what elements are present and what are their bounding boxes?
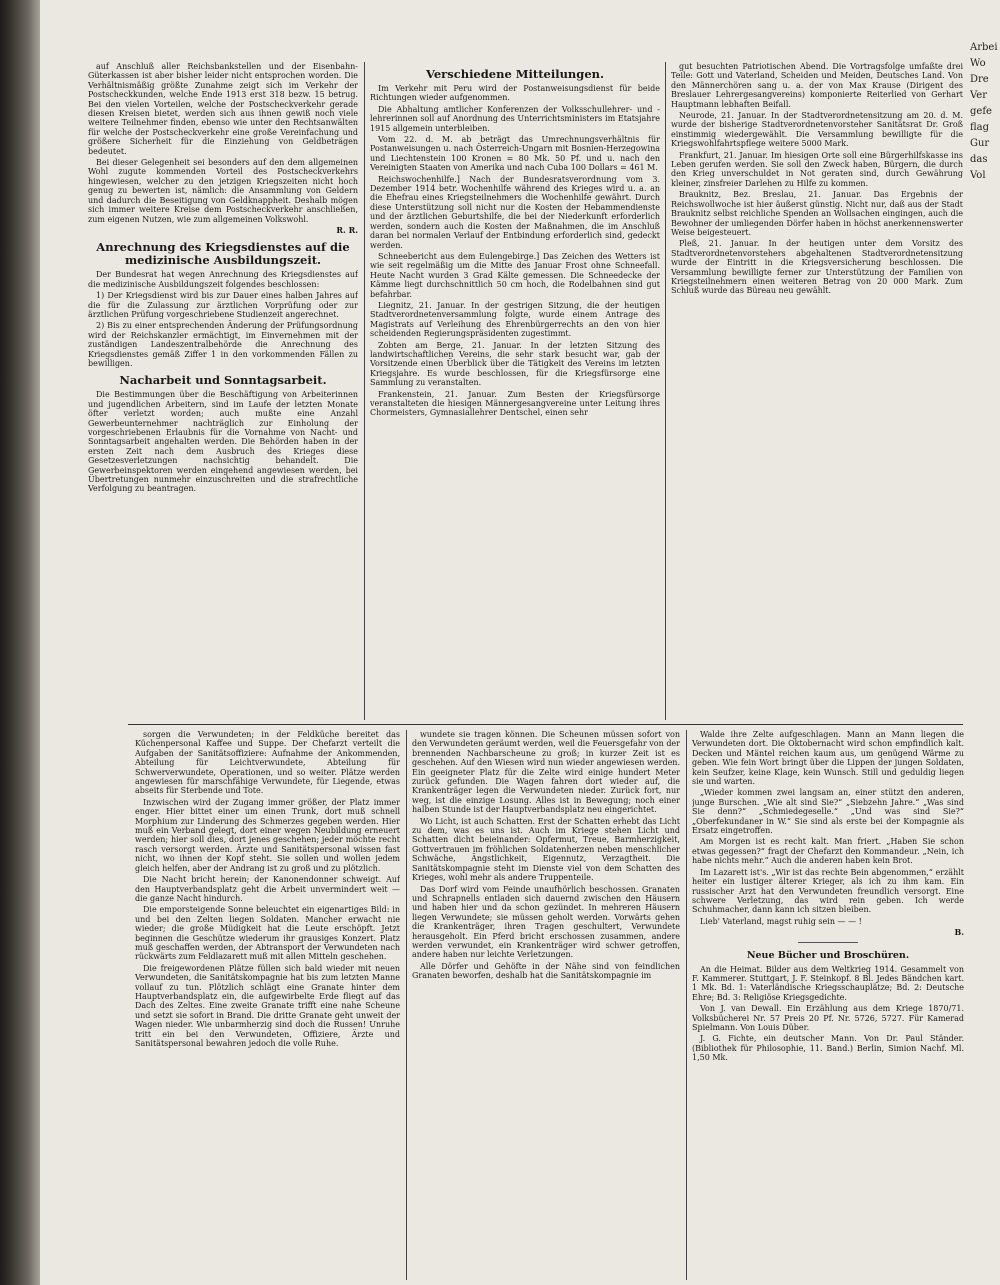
column-divider — [406, 730, 407, 1280]
book-entry: Von J. van Dewall. Ein Erzählung aus dem Kriege 1870/71. Volksbücherei Nr. 57 Preis 20 Pf. Nr. 5726, 5727. Für Kamerad Spielmann. Von Louis Düber. — [692, 1004, 964, 1032]
article-paragraph: Inzwischen wird der Zugang immer größer, der Platz immer enger. Hier bittet einer um einen Trunk, dort muß schnell Morphium zur Linderung des Schmerzes gegeben werden. Hier muß ein Verband gelegt, dort einer wegen Neubildung erneuert werden; hier soll dies, dort jenes geschehen; jeder möchte recht rasch versorgt werden. Ärzte und Sanitätspersonal wissen fast nicht, wo ihnen der Kopf steht. Sie sollen und wollen jedem gleich helfen, aber der Andrang ist zu groß und zu plötzlich. — [135, 797, 400, 873]
column-top-middle — [370, 62, 660, 717]
article-paragraph: „Wieder kommen zwei langsam an, einer stützt den anderen, junge Burschen. „Wie alt sind Sie?“ „Siebzehn Jahre.“ „Was sind Sie denn?“ „Schmiedegeselle.“ „Und was sind Sie?“ „Oberfekundaner in W.“ Sie sind als erste bei der Kompagnie als Ersatz eingetroffen. — [692, 788, 964, 836]
short-divider — [798, 942, 858, 943]
fragment-text: das — [970, 154, 988, 165]
column-top-left — [88, 62, 358, 717]
fragment-text: Ver — [970, 90, 988, 101]
article-paragraph: wundete sie tragen können. Die Scheunen müssen sofort von den Verwundeten geräumt werden, weil die Feuersgefahr von der brennenden Nachbarscheune zu groß; in kurzer Zeit ist es geschehen. Auf den Wiesen wird nun wieder angewiesen werden. Ein geeigneter Platz für die Zelte wird einige hundert Meter zurück gefunden. Die Wagen fahren dort wieder auf, die Krankenträger legen die Verwundeten nieder. Zurück fort, nur weg, ist die einzige Losung. Alles ist in Bewegung; noch einer halben Stunde ist der Hauptverbandsplatz neu eingerichtet. — [412, 730, 680, 815]
fragment-text: Vol — [970, 170, 986, 181]
article-paragraph: Alle Dörfer und Gehöfte in der Nähe sind von feindlichen Granaten beworfen, deshalb hat die Sanitätskompagnie im — [412, 961, 680, 981]
article-paragraph: Zobten am Berge, 21. Januar. In der letzten Sitzung des landwirtschaftlichen Vereins, die sehr stark besucht war, gab der Vorsitzende einen Überblick über die Tätigkeit des Vereins im letzten Kriegsjahre. Es wurde beschlossen, für die Kriegsfürsorge eine Sammlung zu veranstalten. — [370, 340, 660, 388]
article-paragraph: sorgen die Verwundeten; in der Feldküche bereitet das Küchenpersonal Kaffee und Suppe. Der Chefarzt verteilt die Aufgaben der Sanitätsoffiziere: Aufnahme der Ankommenden, Abteilung für Leichtverwundete, Abteilung für Schwerverwundete, Operationen, und so weiter. Plätze werden angewiesen für marschfähige Verwundete, für Liegende, etwas abseits für Sterbende und Tote. — [135, 730, 400, 796]
column-bottom-left — [135, 730, 400, 1280]
book-binding-shadow — [0, 0, 40, 1285]
article-paragraph: 2) Bis zu einer entsprechenden Änderung der Prüfungsordnung wird der Reichskanzler ermächtigt, im Einvernehmen mit der zuständigen Landeszentralbehörde die Anrechnung des Kriegsdienstes gemäß Ziffer 1 in den vorkommenden Fällen zu bewilligen. — [88, 321, 358, 368]
article-paragraph: Schneebericht aus dem Eulengebirge.] Das Zeichen des Wetters ist wie seit regelmäßig um die Mitte des Januar Frost ohne Schneefall. Heute Nacht wurden 3 Grad Kälte gemessen. Die Schneedecke der Kämme liegt durchschnittlich 50 cm hoch, die Rodelbahnen sind gut befahrbar. — [370, 251, 660, 299]
article-paragraph: Lieb' Vaterland, magst ruhig sein — — ! — [700, 916, 862, 926]
article-paragraph: Wo Licht, ist auch Schatten. Erst der Schatten erhebt das Licht zu dem, was es uns ist. Auch im Kriege stehen Licht und Schatten dicht beieinander: Opfermut, Treue, Barmherzigkeit, Gottvertrauen im fröhlichen Soldatenherzen neben menschlicher Schwäche, Ängstlichkeit, Eigennutz, Verzagtheit. Die Sanitätskompagnie steht im Dienste viel von dem Schatten des Krieges, wohl mehr als andere Truppenteile. — [412, 816, 680, 883]
article-paragraph: Die freigewordenen Plätze füllen sich bald wieder mit neuen Verwundeten, die Sanitätskompagnie hat bis zum letzten Manne vollauf zu tun. Plötzlich schlägt eine Granate hinter dem Hauptverbandsplatz ein, die aufgewirbelte Erde fliegt auf das Dach des Zeltes. Eine zweite Granate trifft eine nahe Scheune und setzt sie sofort in Brand. Die dritte Granate geht unweit der Wagen nieder. Wie unbarmherzig sind doch die Russen! Unruhe tritt ein bei den Verwundeten, Offiziere, Ärzte und Sanitätspersonal bewahren jedoch die volle Ruhe. — [135, 963, 400, 1048]
newspaper-page — [40, 0, 1000, 1285]
article-signature: B. — [954, 927, 964, 938]
fragment-text: Wo — [970, 58, 986, 69]
article-paragraph: Vom 22. d. M. ab beträgt das Umrechnungsverhältnis für Postanweisungen u. nach Österreich-Ungarn mit Bosnien-Herzegowina und Liechtenstein 100 Kronen = 80 Mk. 50 Pf. und u. nach den Vereinigten Staaten von Amerika und nach Cuba 100 Dollars = 461 M. — [370, 135, 660, 173]
article-paragraph: Das Dorf wird vom Feinde unaufhörlich beschossen. Granaten und Schrapnells entladen sich dauernd zwischen den Häusern und haben hier und da schon gezündet. In mehreren Häusern liegen Verwundete; sie müssen geholt werden. Vorwärts gehen die Krankenträger, ihren Tragen geschultert, Verwundete herausgeholt. Ein Pferd bricht erschossen zusammen, andere werden verwundet, ein Krankenträger wird schwer getroffen, andere haben nur leichte Verletzungen. — [412, 884, 680, 960]
article-paragraph: Reichswochenhilfe.] Nach der Bundesratsverordnung vom 3. Dezember 1914 betr. Wochenhilfe während des Krieges wird u. a. an die Ehefrau eines Kriegsteilnehmers die Wochenhilfe gewährt. Durch diese Unterstützung soll nicht nur die Kosten der Hebammendienste und der ärztlichen Geburtshilfe, die bei der Niederkunft erforderlich werden, sondern auch die Kosten der Maßnahmen, die im Anschluß daran bei normalen Verlauf der Entbindung erforderlich sind, gedeckt werden. — [370, 174, 660, 250]
article-paragraph: Die Bestimmungen über die Beschäftigung von Arbeiterinnen und jugendlichen Arbeitern, sind im Laufe der letzten Monate öfter verletzt worden; auch mußte eine Anzahl Gewerbeunternehmer nachträglich zur Einholung der vorgeschriebenen Erlaubnis für die Vornahme von Nacht- und Sonntagsarbeit angehalten werden. Die Behörden haben in der ersten Zeit nach dem Ausbruch des Krieges diese Gesetzesverletzungen nachsichtig behandelt. Die Gewerbeinspektoren werden eingehend angewiesen werden, bei Übertretungen nunmehr einzuschreiten und die strafrechtliche Verfolgung zu beantragen. — [88, 390, 358, 494]
article-paragraph: Neurode, 21. Januar. In der Stadtverordnetensitzung am 20. d. M. wurde der bisherige Stadtverordnetenvorsteher Sanitätsrat Dr. Groß einstimmig wiedergewählt. Die Versammlung bewilligte für die Kriegswohlfahrtspflege weitere 5000 Mark. — [671, 111, 963, 149]
article-paragraph: Frankenstein, 21. Januar. Zum Besten der Kriegsfürsorge veranstalteten die hiesigen Männergesangvereine unter Leitung ihres Chormeisters, Gymnasiallehrer Dentschel, einen sehr — [370, 389, 660, 418]
column-divider — [364, 62, 365, 720]
article-paragraph: Frankfurt, 21. Januar. Im hiesigen Orte soll eine Bürgerhilfskasse ins Leben gerufen werden. Sie soll den Zweck haben, Bürgern, die durch den Krieg unverschuldet in Not geraten sind, durch Gewährung kleiner, zinsfreier Darlehen zu Hilfe zu kommen. — [671, 150, 963, 188]
adjacent-page-fragment — [970, 40, 1000, 640]
fragment-text: Gur — [970, 138, 990, 149]
article-paragraph: auf Anschluß aller Reichsbankstellen und der Eisenbahn-Güterkassen ist aber bisher leider nicht entsprochen worden. Die Verhältnismäßig größte Zunahme zeigt sich im Verkehr der Postscheckkunden, welche Ende 1913 erst 318 bezw. 15 betrug. Bei den vielen Vorteilen, welche der Postscheckverkehr gerade diesen Kreisen bietet, werden sich aus ihnen gewiß noch viele weitere Teilnehmer finden, ebenso wie unter den Rechtsanwälten für welche der Postscheckverkehr eine große Vereinfachung und größere Sicherheit für die Einziehung von Geldbeträgen bedeutet. — [88, 62, 358, 156]
article-paragraph: Bei dieser Gelegenheit sei besonders auf den dem allgemeinen Wohl zugute kommenden Vorteil des Postscheckverkehrs hingewiesen, welcher zu den jetzigen Kriegszeiten nicht hoch genug zu bewerten ist, nämlich: die Ansammlung von Geldern und dadurch die Beseitigung von Geldknappheit. Deshalb mögen sich immer weitere Kreise dem Postscheckverkehr anschließen, zum eigenen Nutzen, wie zum allgemeinen Volkswohl. — [88, 158, 358, 224]
fragment-text: Arbei — [970, 42, 998, 53]
book-entry: An die Heimat. Bilder aus dem Weltkrieg 1914. Gesammelt von F. Kammerer. Stuttgart, J. F. Steinkopf. 8 Bl. Jedes Bändchen kart. 1 Mk. Bd. 1: Vaterländische Kriegsschauplätze; Bd. 2: Deutsche Ehre; Bd. 3: Religiöse Kriegsgedichte. — [692, 964, 964, 1002]
article-paragraph: Pleß, 21. Januar. In der heutigen unter dem Vorsitz des Stadtverordnetenvorstehers abgehaltenen Stadtverordnetensitzung wurde der Eintritt in die Kriegsversicherung beschlossen. Die Versammlung bewilligte ferner zur Unterstützung der Familien von Kriegsteilnehmern einen weiteren Betrag von 20 000 Mark. Zum Schluß wurde das Büreau neu gewählt. — [671, 239, 963, 296]
article-paragraph: Im Verkehr mit Peru wird der Postanweisungsdienst für beide Richtungen wieder aufgenommen. — [370, 84, 660, 103]
column-top-right — [671, 62, 963, 717]
article-paragraph: Brauknitz, Bez. Breslau, 21. Januar. Das Ergebnis der Reichswollwoche ist hier äußerst günstig. Nicht nur, daß aus der Stadt Brauknitz selbst reichliche Spenden an Wollsachen eingingen, auch die Bewohner der umliegenden Dörfer haben in höchst anerkennenswerter Weise beigesteuert. — [671, 190, 963, 237]
fragment-text: Dre — [970, 74, 989, 85]
section-heading: Neue Bücher und Broschüren. — [746, 949, 910, 961]
article-paragraph: 1) Der Kriegsdienst wird bis zur Dauer eines halben Jahres auf die für die Zulassung zur ärztlichen Vorprüfung oder zur ärztlichen Prüfung vorgeschriebene Studienzeit angerechnet. — [88, 291, 358, 319]
article-paragraph: gut besuchten Patriotischen Abend. Die Vortragsfolge umfaßte drei Teile: Gott und Vaterland, Scheiden und Meiden, Deutsches Land. Von den Männerchören sang u. a. der von Max Krause (Dirigent des Breslauer Lehrergesangvereins) komponierte Reiterlied von Gerhart Hauptmann lebhaften Beifall. — [671, 62, 963, 109]
column-bottom-right — [692, 730, 964, 1280]
article-paragraph: Die emporsteigende Sonne beleuchtet ein eigenartiges Bild: in und bei den Zelten liegen Soldaten. Mancher erwacht nie wieder; die große Müdigkeit hat die Leute erschöpft. Jetzt beginnen die Geschütze wiederum ihr grausiges Konzert. Platz muß geschaffen werden, der Abtransport der Verwundeten nach rückwärts zum Feldlazarett muß mit allen Mitteln geschehen. — [135, 905, 400, 962]
column-divider — [686, 730, 687, 1280]
book-entry: J. G. Fichte, ein deutscher Mann. Von Dr. Paul Ständer. (Bibliothek für Philosophie, 11. Band.) Berlin, Simion Nachf. Ml. 1,50 Mk. — [692, 1034, 964, 1063]
column-divider — [665, 62, 666, 720]
section-heading: Verschiedene Mitteilungen. — [425, 67, 605, 81]
article-paragraph: Walde ihre Zelte aufgeschlagen. Mann an Mann liegen die Verwundeten dort. Die Oktobernacht wird schon empfindlich kalt. Decken und Mäntel reichen kaum aus, um genügend Wärme zu geben. Wie fein Wort bringt über die Lippen der jungen Soldaten, kein Seufzer, keine Klage, kein Wunsch. Still und geduldig liegen sie und warten. — [692, 730, 964, 787]
article-heading: Nacharbeit und Sonntagsarbeit. — [119, 373, 327, 388]
fragment-text: flag — [970, 122, 990, 133]
section-divider — [128, 724, 963, 725]
column-bottom-middle — [412, 730, 680, 1280]
article-heading: Anrechnung des Kriegsdienstes auf die medizinische Ausbildungszeit. — [96, 240, 350, 268]
fragment-text: gefe — [970, 106, 992, 117]
article-signature: R. R. — [336, 224, 358, 235]
article-paragraph: Der Bundesrat hat wegen Anrechnung des Kriegsdienstes auf die medizinische Ausbildungszeit folgendes beschlossen: — [88, 270, 358, 289]
article-paragraph: Die Nacht bricht herein; der Kanonendonner schweigt. Auf den Hauptverbandsplatz geht die Arbeit unvermindert weit — die ganze Nacht hindurch. — [135, 875, 400, 903]
article-paragraph: Die Abhaltung amtlicher Konferenzen der Volksschullehrer- und -lehrerinnen soll auf Anordnung des Unterrichtsministers im Etatsjahre 1915 allgemein unterbleiben. — [370, 104, 660, 133]
article-paragraph: Im Lazarett ist's. „Wir ist das rechte Bein abgenommen,“ erzählt heiter ein lustiger älterer Krieger, als ich zu ihm kam. Ein russischer Arzt hat den Verwundeten freundlich versorgt. Eine schwere Verletzung, das wird rein geben. Ich werde Schuhmacher, dann kann ich sitzen bleiben. — [692, 867, 964, 915]
article-paragraph: Liegnitz, 21. Januar. In der gestrigen Sitzung, die der heutigen Stadtverordnetenversammlung folgte, wurde einem Antrage des Magistrats auf Verleihung des Ehrenbürgerrechts an den von hier scheidenden Regierungspräsidenten zugestimmt. — [370, 300, 660, 339]
article-paragraph: Am Morgen ist es recht kalt. Man friert. „Haben Sie schon etwas gegessen?“ fragt der Chefarzt den Kommandeur. „Nein, ich habe nichts mehr.“ Auch die anderen haben kein Brot. — [692, 837, 964, 866]
